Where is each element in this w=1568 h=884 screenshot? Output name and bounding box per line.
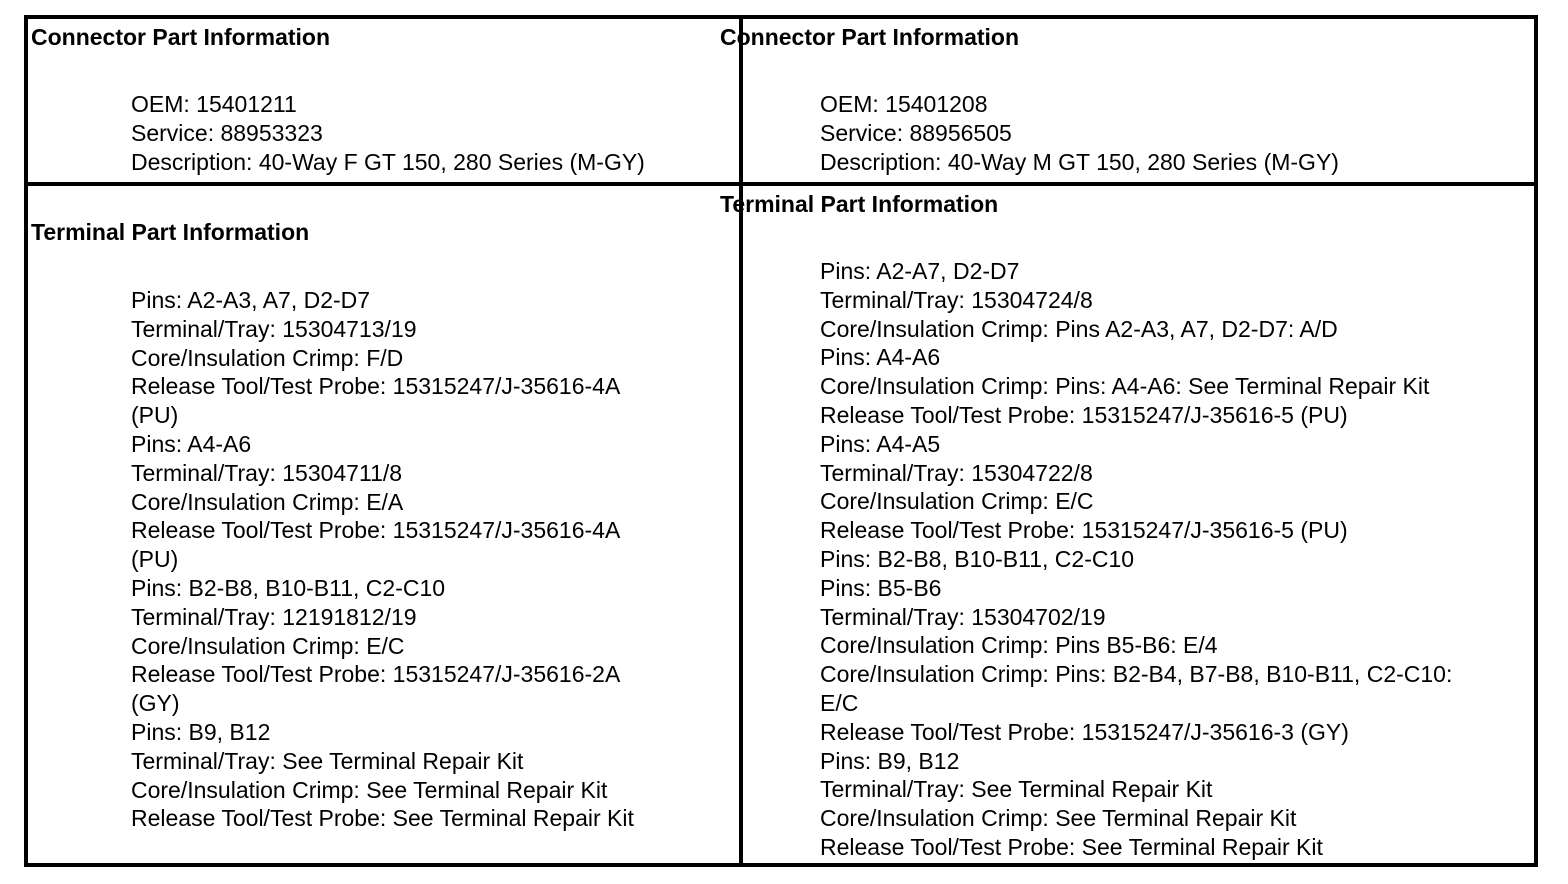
left-connector-line: OEM: 15401211: [131, 91, 297, 117]
right-terminal-line: Pins: B5-B6: [820, 574, 942, 601]
left-terminal-line: Pins: B2-B8, B10-B11, C2-C10: [131, 574, 446, 601]
right-connector-details: [820, 90, 1339, 176]
right-terminal-line: Pins: B9, B12: [820, 747, 960, 774]
right-connector-heading: Connector Part Information: [720, 24, 1020, 50]
left-connector-line: Description: 40-Way F GT 150, 280 Series (M-GY): [131, 148, 645, 175]
left-connector-heading: Connector Part Information: [31, 24, 331, 50]
left-terminal-line: Core/Insulation Crimp: See Terminal Repair Kit: [131, 776, 608, 803]
right-terminal-line: Core/Insulation Crimp: E/C: [820, 488, 1094, 515]
left-terminal-heading: Terminal Part Information: [31, 219, 310, 245]
left-terminal-details: [131, 286, 634, 833]
left-terminal-line: Terminal/Tray: See Terminal Repair Kit: [131, 747, 524, 774]
right-terminal-line: Terminal/Tray: 15304722/8: [820, 459, 1093, 486]
right-terminal-line: Terminal/Tray: 15304702/19: [820, 603, 1106, 630]
left-terminal-line: Terminal/Tray: 15304711/8: [131, 459, 403, 486]
row-divider-right: [743, 182, 1534, 186]
right-terminal-line: Pins: A2-A7, D2-D7: [820, 258, 1020, 284]
left-terminal-line: Core/Insulation Crimp: E/A: [131, 488, 404, 515]
left-terminal-line: (GY): [131, 690, 180, 717]
left-terminal-line: Pins: B9, B12: [131, 718, 271, 745]
left-terminal-line: (PU): [131, 402, 179, 429]
right-terminal-line: Release Tool/Test Probe: 15315247/J-35616-5 (PU): [820, 517, 1348, 544]
right-terminal-line: Pins: A4-A6: [820, 344, 941, 371]
left-terminal-line: Pins: A4-A6: [131, 430, 252, 457]
right-terminal-line: Core/Insulation Crimp: Pins: B2-B4, B7-B8, B10-B11, C2-C10:: [820, 661, 1453, 688]
left-terminal-line: Release Tool/Test Probe: 15315247/J-35616-2A: [131, 661, 621, 688]
right-connector-line: Service: 88956505: [820, 119, 1012, 146]
left-connector-details: [131, 90, 645, 176]
left-terminal-line: Release Tool/Test Probe: 15315247/J-35616-4A: [131, 517, 621, 544]
left-terminal-line: Release Tool/Test Probe: 15315247/J-35616-4A: [131, 373, 621, 400]
right-terminal-line: Terminal/Tray: See Terminal Repair Kit: [820, 776, 1213, 803]
right-connector-line: OEM: 15401208: [820, 91, 988, 117]
right-terminal-line: E/C: [820, 689, 859, 716]
right-terminal-line: Core/Insulation Crimp: Pins B5-B6: E/4: [820, 632, 1218, 659]
left-terminal-line: Release Tool/Test Probe: See Terminal Repair Kit: [131, 805, 634, 832]
right-terminal-line: Pins: B2-B8, B10-B11, C2-C10: [820, 545, 1135, 572]
left-terminal-line: Terminal/Tray: 12191812/19: [131, 603, 417, 630]
left-terminal-line: Pins: A2-A3, A7, D2-D7: [131, 287, 371, 313]
left-connector-line: Service: 88953323: [131, 119, 323, 146]
right-terminal-heading: Terminal Part Information: [720, 191, 999, 217]
row-divider-left: [28, 182, 739, 186]
right-connector-line: Description: 40-Way M GT 150, 280 Series (M-GY): [820, 148, 1339, 175]
right-terminal-line: Release Tool/Test Probe: 15315247/J-35616-3 (GY): [820, 718, 1349, 745]
left-terminal-line: Core/Insulation Crimp: F/D: [131, 344, 404, 371]
right-terminal-line: Core/Insulation Crimp: Pins: A4-A6: See Terminal Repair Kit: [820, 373, 1430, 400]
right-terminal-details: [820, 257, 1452, 862]
right-terminal-line: Terminal/Tray: 15304724/8: [820, 286, 1093, 313]
left-terminal-line: (PU): [131, 546, 179, 573]
right-terminal-line: Release Tool/Test Probe: See Terminal Repair Kit: [820, 833, 1323, 860]
left-terminal-line: Core/Insulation Crimp: E/C: [131, 632, 405, 659]
right-terminal-line: Core/Insulation Crimp: See Terminal Repair Kit: [820, 805, 1297, 832]
right-terminal-line: Release Tool/Test Probe: 15315247/J-35616-5 (PU): [820, 401, 1348, 428]
column-divider: [739, 19, 743, 863]
right-terminal-line: Pins: A4-A5: [820, 430, 941, 457]
right-terminal-line: Core/Insulation Crimp: Pins A2-A3, A7, D2-D7: A/D: [820, 315, 1338, 342]
left-terminal-line: Terminal/Tray: 15304713/19: [131, 315, 417, 342]
